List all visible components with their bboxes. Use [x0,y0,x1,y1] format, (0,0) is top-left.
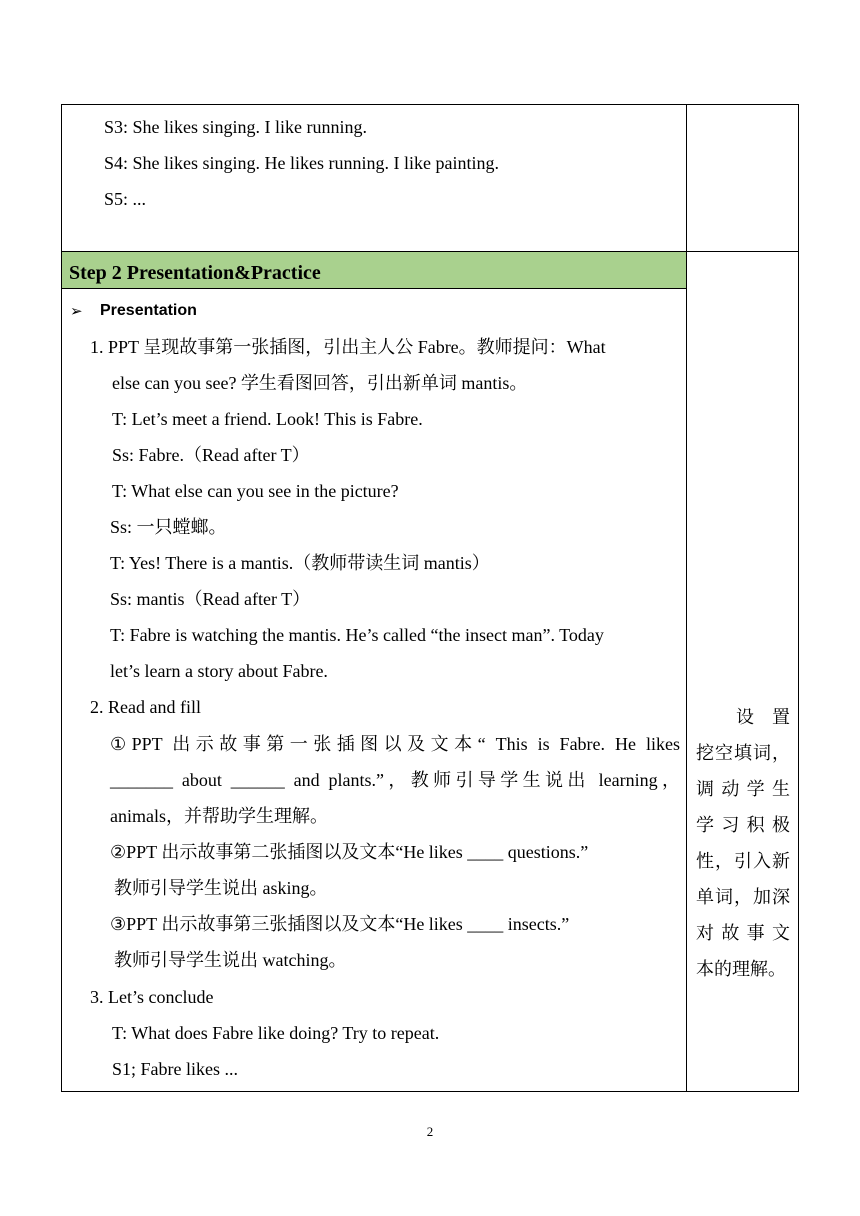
item1-line1: 1. PPT 呈现故事第一张插图，引出主人公 Fabre。教师提问：What [90,337,606,357]
side-note-line: 挖空填词， [696,743,790,763]
item3-line: T: What does Fabre like doing? Try to repeat. [112,1023,440,1043]
item3-line: S1; Fabre likes ... [112,1059,238,1079]
row1-line-s3: S3: She likes singing. I like running. [104,117,367,137]
dialogue-line: let’s learn a story about Fabre. [110,661,328,681]
item1-line2: else can you see? 学生看图回答，引出新单词 mantis。 [112,373,528,393]
page-number: 2 [426,1124,434,1139]
dialogue-line: Ss: Fabre.（Read after T） [112,445,310,465]
side-note-line: 设 置 [736,707,790,727]
green-bar-bottom-line [61,288,686,289]
item2-p1-line2: _______ about ______ and plants.”，教师引导学生说出 learning， [110,770,680,790]
side-note-line: 对 故 事 文 [696,923,790,943]
table-border-top [61,104,799,105]
side-note-line: 性，引入新 [696,851,790,871]
row1-line-s4: S4: She likes singing. He likes running. I like painting. [104,153,499,173]
table-border-column-divider [686,104,687,1092]
table-border-bottom [61,1091,799,1092]
dialogue-line: T: Yes! There is a mantis.（教师带读生词 mantis） [110,553,490,573]
bullet-arrow-icon: ➢ [70,302,83,320]
item2-p1-line3: animals，并帮助学生理解。 [110,806,328,826]
item3-title: 3. Let’s conclude [90,987,214,1007]
side-note-line: 学 习 积 极 [696,815,790,835]
item2-p2-line1: ②PPT 出示故事第二张插图以及文本“He likes ____ questions.” [110,842,589,862]
item2-p3-line2: 教师引导学生说出 watching。 [114,950,347,970]
row1-line-s5: S5: ... [104,189,147,209]
side-note-line: 本的理解。 [696,959,786,979]
item2-p3-line1: ③PPT 出示故事第三张插图以及文本“He likes ____ insects.” [110,914,570,934]
dialogue-line: T: Let’s meet a friend. Look! This is Fabre. [112,409,423,429]
side-note-line: 调 动 学 生 [696,779,790,799]
presentation-subheading: Presentation [100,302,197,319]
item2-p2-line2: 教师引导学生说出 asking。 [114,878,328,898]
dialogue-line: T: What else can you see in the picture? [112,481,399,501]
table-border-right [798,104,799,1092]
item2-p1-line1: ①PPT 出示故事第一张插图以及文本“ This is Fabre. He likes [110,734,680,754]
dialogue-line: Ss: 一只螳螂。 [110,517,227,537]
side-note-line: 单词，加深 [696,887,790,907]
item2-title: 2. Read and fill [90,697,201,717]
step-heading: Step 2 Presentation&Practice [69,262,321,284]
dialogue-line: Ss: mantis（Read after T） [110,589,311,609]
dialogue-line: T: Fabre is watching the mantis. He’s called “the insect man”. Today [110,625,604,645]
